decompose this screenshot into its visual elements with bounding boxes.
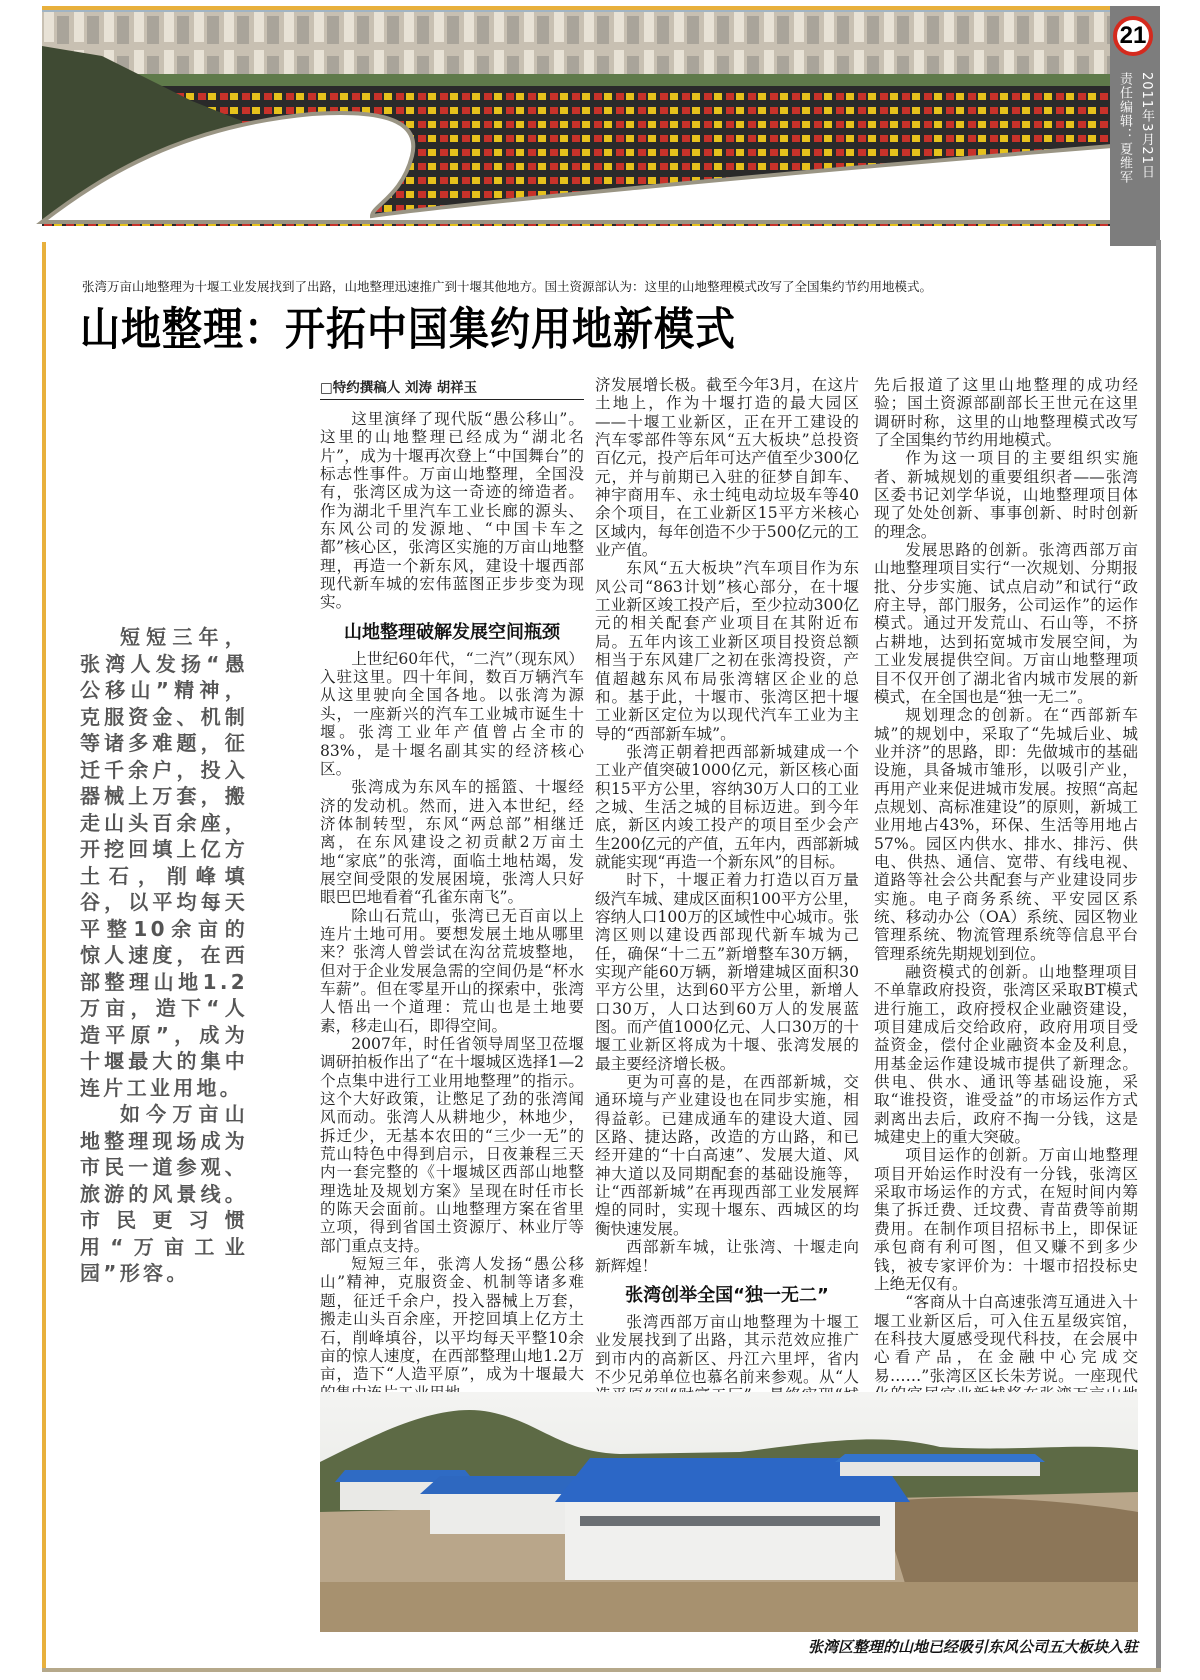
body-paragraph: 先后报道了这里山地整理的成功经验；国土资源部副部长王世元在这里调研时称，这里的山地整理模式改写了全国集约节约用地模式。 bbox=[874, 376, 1138, 450]
body-paragraph: 规划理念的创新。在“西部新车城”的规划中，采取了“先城后业、城业并济”的思路，即：先做城市的基础设施，具备城市雏形，以吸引产业，再用产业来促进城市发展。按照“高起点规划、高标准建设”的原则，新城工业用地占43%，环保、生活等用地占57%。园区内供水、排水、排污、供电、供热、通信、宽带、有线电视、道路等社会公共配套与产业建设同步实施。电子商务系统、平安园区系统、移动办公（OA）系统、园区物业管理系统、物流管理系统等信息平台管理系统先期规划到位。 bbox=[874, 706, 1138, 963]
section-heading: 山地整理破解发展空间瓶颈 bbox=[344, 621, 560, 643]
photo-caption: 张湾区整理的山地已经吸引东风公司五大板块入驻 bbox=[807, 1638, 1138, 1656]
body-paragraph: 作为这一项目的主要组织实施者、新城规划的重要组织者——张湾区委书记刘学华说，山地整理项目体现了处处创新、事事创新、时时创新的理念。 bbox=[874, 449, 1138, 541]
body-paragraph: “客商从十白高速张湾互通进入十堰工业新区后，可入住五星级宾馆，在科技大厦感受现代科技，在会展中心看产品，在金融中心完成交易……”张湾区区长朱芳说。一座现代 bbox=[874, 1293, 1138, 1385]
issue-date: 2011年3月21日 bbox=[1139, 72, 1154, 179]
page-number-badge: 21 bbox=[1113, 16, 1153, 56]
article-deck: 张湾万亩山地整理为十堰工业发展找到了出路，山地整理迅速推广到十堰其他地方。国土资源部认为：这里的山地整理模式改写了全国集约节约用地模式。 bbox=[82, 279, 933, 294]
body-paragraph: 更为可喜的是，在西部新城，交通环境与产业建设也在同步实施，相得益彰。已建成通车的建设大道、园区路、捷达路，改造的方山路，和已经开建的“十白高速”、发展大道、风神大道以及同期配套的基础设施等，让“西部新城”在再现西部工业发展辉煌的同时，实现十堰东、西城区的均衡快速发展。 bbox=[595, 1073, 859, 1238]
body-paragraph: 发展思路的创新。张湾西部万亩山地整理项目实行“一次规划、分期报批、分步实施、试点启动”和试行“政府主导，部门服务，公司运作”的运作模式。通过开发荒山、石山等，不挤占耕地，达到拓宽城市发展空间，为工业发展提供空间。万亩山地整理项目不仅开创了湖北省内城市发展的新模式，在全国也是“独一无二”。 bbox=[874, 541, 1138, 706]
byline: □特约撰稿人 刘涛 胡祥玉 bbox=[320, 376, 584, 400]
body-paragraph: 融资模式的创新。山地整理项目不单靠政府投资，张湾区采取BT模式进行施工，政府授权企业融资建设，项目建成后交给政府，政府用项目受益资金，偿付企业融资本金及利息，用基金运作建设城市提供了新理念。供电、供水、通讯等基础设施，采取“谁投资，谁受益”的市场运作方式剥离出去后，政府不掏一分钱，这是城建史上的重大突破。 bbox=[874, 963, 1138, 1147]
frame-right-border bbox=[1156, 240, 1161, 1672]
body-paragraph: 上世纪60年代，“二汽”（现东风）入驻这里。四十年间，数百万辆汽车从这里驶向全国各地。以张湾为源头，一座新兴的汽车工业城市诞生十堰。张湾工业年产值曾占全市的83%，是十堰名副其实的经济核心区。 bbox=[320, 649, 584, 778]
body-paragraph: 除山石荒山，张湾已无百亩以上连片土地可用。要想发展土地从哪里来？张湾人曾尝试在沟岔荒坡整地，但对于企业发展急需的空间仍是“杯水车薪”。但在零星开山的探索中，张湾人悟出一个道理：荒山也是土地要素，移走山石，即得空间。 bbox=[320, 906, 584, 1035]
body-paragraph: 张湾西部万亩山地整理为十堰工业发展找到了出路，其示范效应推广到市内的高新区、丹江六里坪，省内不少兄弟单位也慕名前来参观。从“人 bbox=[595, 1312, 859, 1386]
body-paragraph: 2007年，时任省领导周坚卫莅堰调研拍板作出了“在十堰城区选择1—2个点集中进行工业用地整理”的指示。这个大好政策，让憋足了劲的张湾闻风而动。张湾人从耕地少，林地少，拆迁少，无基本农田的“三少一无”的荒山特色中得到启示，日夜兼程三天内一套完整的《十堰城区西部山地整理选址及规划方案》呈现在时任市长的陈天会面前。山地整理方案在省里立项，得到省国土资源厅、林业厅等部门重点支持。 bbox=[320, 1035, 584, 1255]
body-paragraph: 这里演绎了现代版“愚公移山”。这里的山地整理已经成为“湖北名片”，成为十堰再次登上“中国舞台”的标志性事件。万亩山地整理，全国没有，张湾区成为这一奇迹的缔造者。作为湖北千里汽车工业长廊的源头、东风公司的发源地、“中国卡车之都”核心区，张湾区实施的万亩山地整理，再造一个新东风，建设十堰西部现代新车城的宏伟蓝图正步步变为现实。 bbox=[320, 410, 584, 612]
body-paragraph: 短短三年，张湾人发扬“愚公移山”精神，克服资金、机制等诸多难题，征迁千余户，投入器械上万套，搬走山头百余座，开挖回填上亿方土石，削峰填谷，以平均每天平整10余亩的惊人速度，在西部整理山地1.2万亩，造下“人造平原”，成为十堰最大 bbox=[320, 1255, 584, 1384]
lead-paragraph: 短短三年，张湾人发扬“愚公移山”精神，克服资金、机制等诸多难题，征迁千余户，投入器械上万套，搬走山头百余座，开挖回填上亿方土石，削峰填谷，以平均每天平整10余亩的惊人速度，在西部整理山地1.2万亩，造下“人造平原”，成为十堰最大的集中连片工业用地。 bbox=[80, 625, 248, 1100]
factory-photo bbox=[320, 1392, 1138, 1632]
responsible-editor: 责任编辑：夏维军 bbox=[1117, 72, 1132, 184]
frame-bottom-border bbox=[42, 1668, 1161, 1672]
body-paragraph: 张湾成为东风车的摇篮、十堰经济的发动机。然而，进入本世纪，经济体制转型，东风“两总部”相继迁离，在东风建设之初贡献2万亩土地“家底”的张湾，面临土地枯竭，发展空间受限的发展困境，张湾人只好眼巴巴地看着“孔雀东南飞”。 bbox=[320, 778, 584, 907]
article-column-2 bbox=[595, 376, 859, 1386]
body-paragraph: 济发展增长极。截至今年3月，在这片土地上，作为十堰打造的最大园区——十堰工业新区，正在开工建设的汽车零部件等东风“五大板块”总投资百亿元，投产后年可达产值至少300亿元，并与前期已入驻的征梦自卸车、神宇商用车、永士纯电动垃圾车等40余个项目，在工业新区15平方米核心区域内，每年创造不少于500亿元的工业产值。 bbox=[595, 376, 859, 560]
body-paragraph: 时下，十堰正着力打造以百万量级汽车城、建成区面积100平方公里，容纳人口100万的区域性中心城市。张湾区则以建设西部现代新车城为己任，确保“十二五”新增整车30万辆，实现产能60万辆，新增建城区面积30平方公里，达到60平方公里，新增人口30万，人口达到60万人的发展蓝图。而产值1000亿元、人口30万的十堰工业新区将成为十堰、张湾发展的最主要经济增长极。 bbox=[595, 871, 859, 1073]
article-column-1 bbox=[320, 376, 584, 1384]
body-paragraph: 西部新车城，让张湾、十堰走向新辉煌！ bbox=[595, 1238, 859, 1275]
lead-paragraph: 如今万亩山地整理现场成为市民一道参观、旅游的风景线。市民更习惯用“万亩工业园”形容。 bbox=[80, 1102, 248, 1285]
body-paragraph: 张湾正朝着把西部新城建成一个工业产值突破1000亿元，新区核心面积15平方公里，容纳30万人口的工业之城、生活之城的目标迈进。到今年底，新区内竣工投产的项目至少会产生200亿元的产值，五年内，西部新城就能实现“再造一个新东风”的目标。 bbox=[595, 742, 859, 871]
banner-photo bbox=[42, 6, 1112, 222]
section-heading: 张湾创举全国“独一无二” bbox=[625, 1284, 829, 1306]
body-paragraph: 项目运作的创新。万亩山地整理项目开始运作时没有一分钱，张湾区采取市场运作的方式，在短时间内筹集了拆迁费、迁坟费、青苗费等前期费用。在制作项目招标书上，即保证承包商有利可图，但又赚不到多少钱，被专家评价为：十堰市招投标史上绝无仅有。 bbox=[874, 1146, 1138, 1293]
article-title: 山地整理：开拓中国集约用地新模式 bbox=[80, 302, 736, 356]
frame-left-border bbox=[42, 242, 46, 1670]
body-paragraph: 东风“五大板块”汽车项目作为东风公司“863计划”核心部分，在十堰工业新区竣工投产后，至少拉动300亿元的相关配套产业项目在其附近布局。五年内该工业新区项目投资总额相当于东风建厂之初在张湾投资，产值超越东风布局张湾辖区企业的总和。基于此，十堰市、张湾区把十堰工业新区定位为以现代汽车工业为主导的“西部新车城”。 bbox=[595, 559, 859, 743]
lead-column bbox=[80, 624, 248, 1287]
article-column-3 bbox=[874, 376, 1138, 1385]
